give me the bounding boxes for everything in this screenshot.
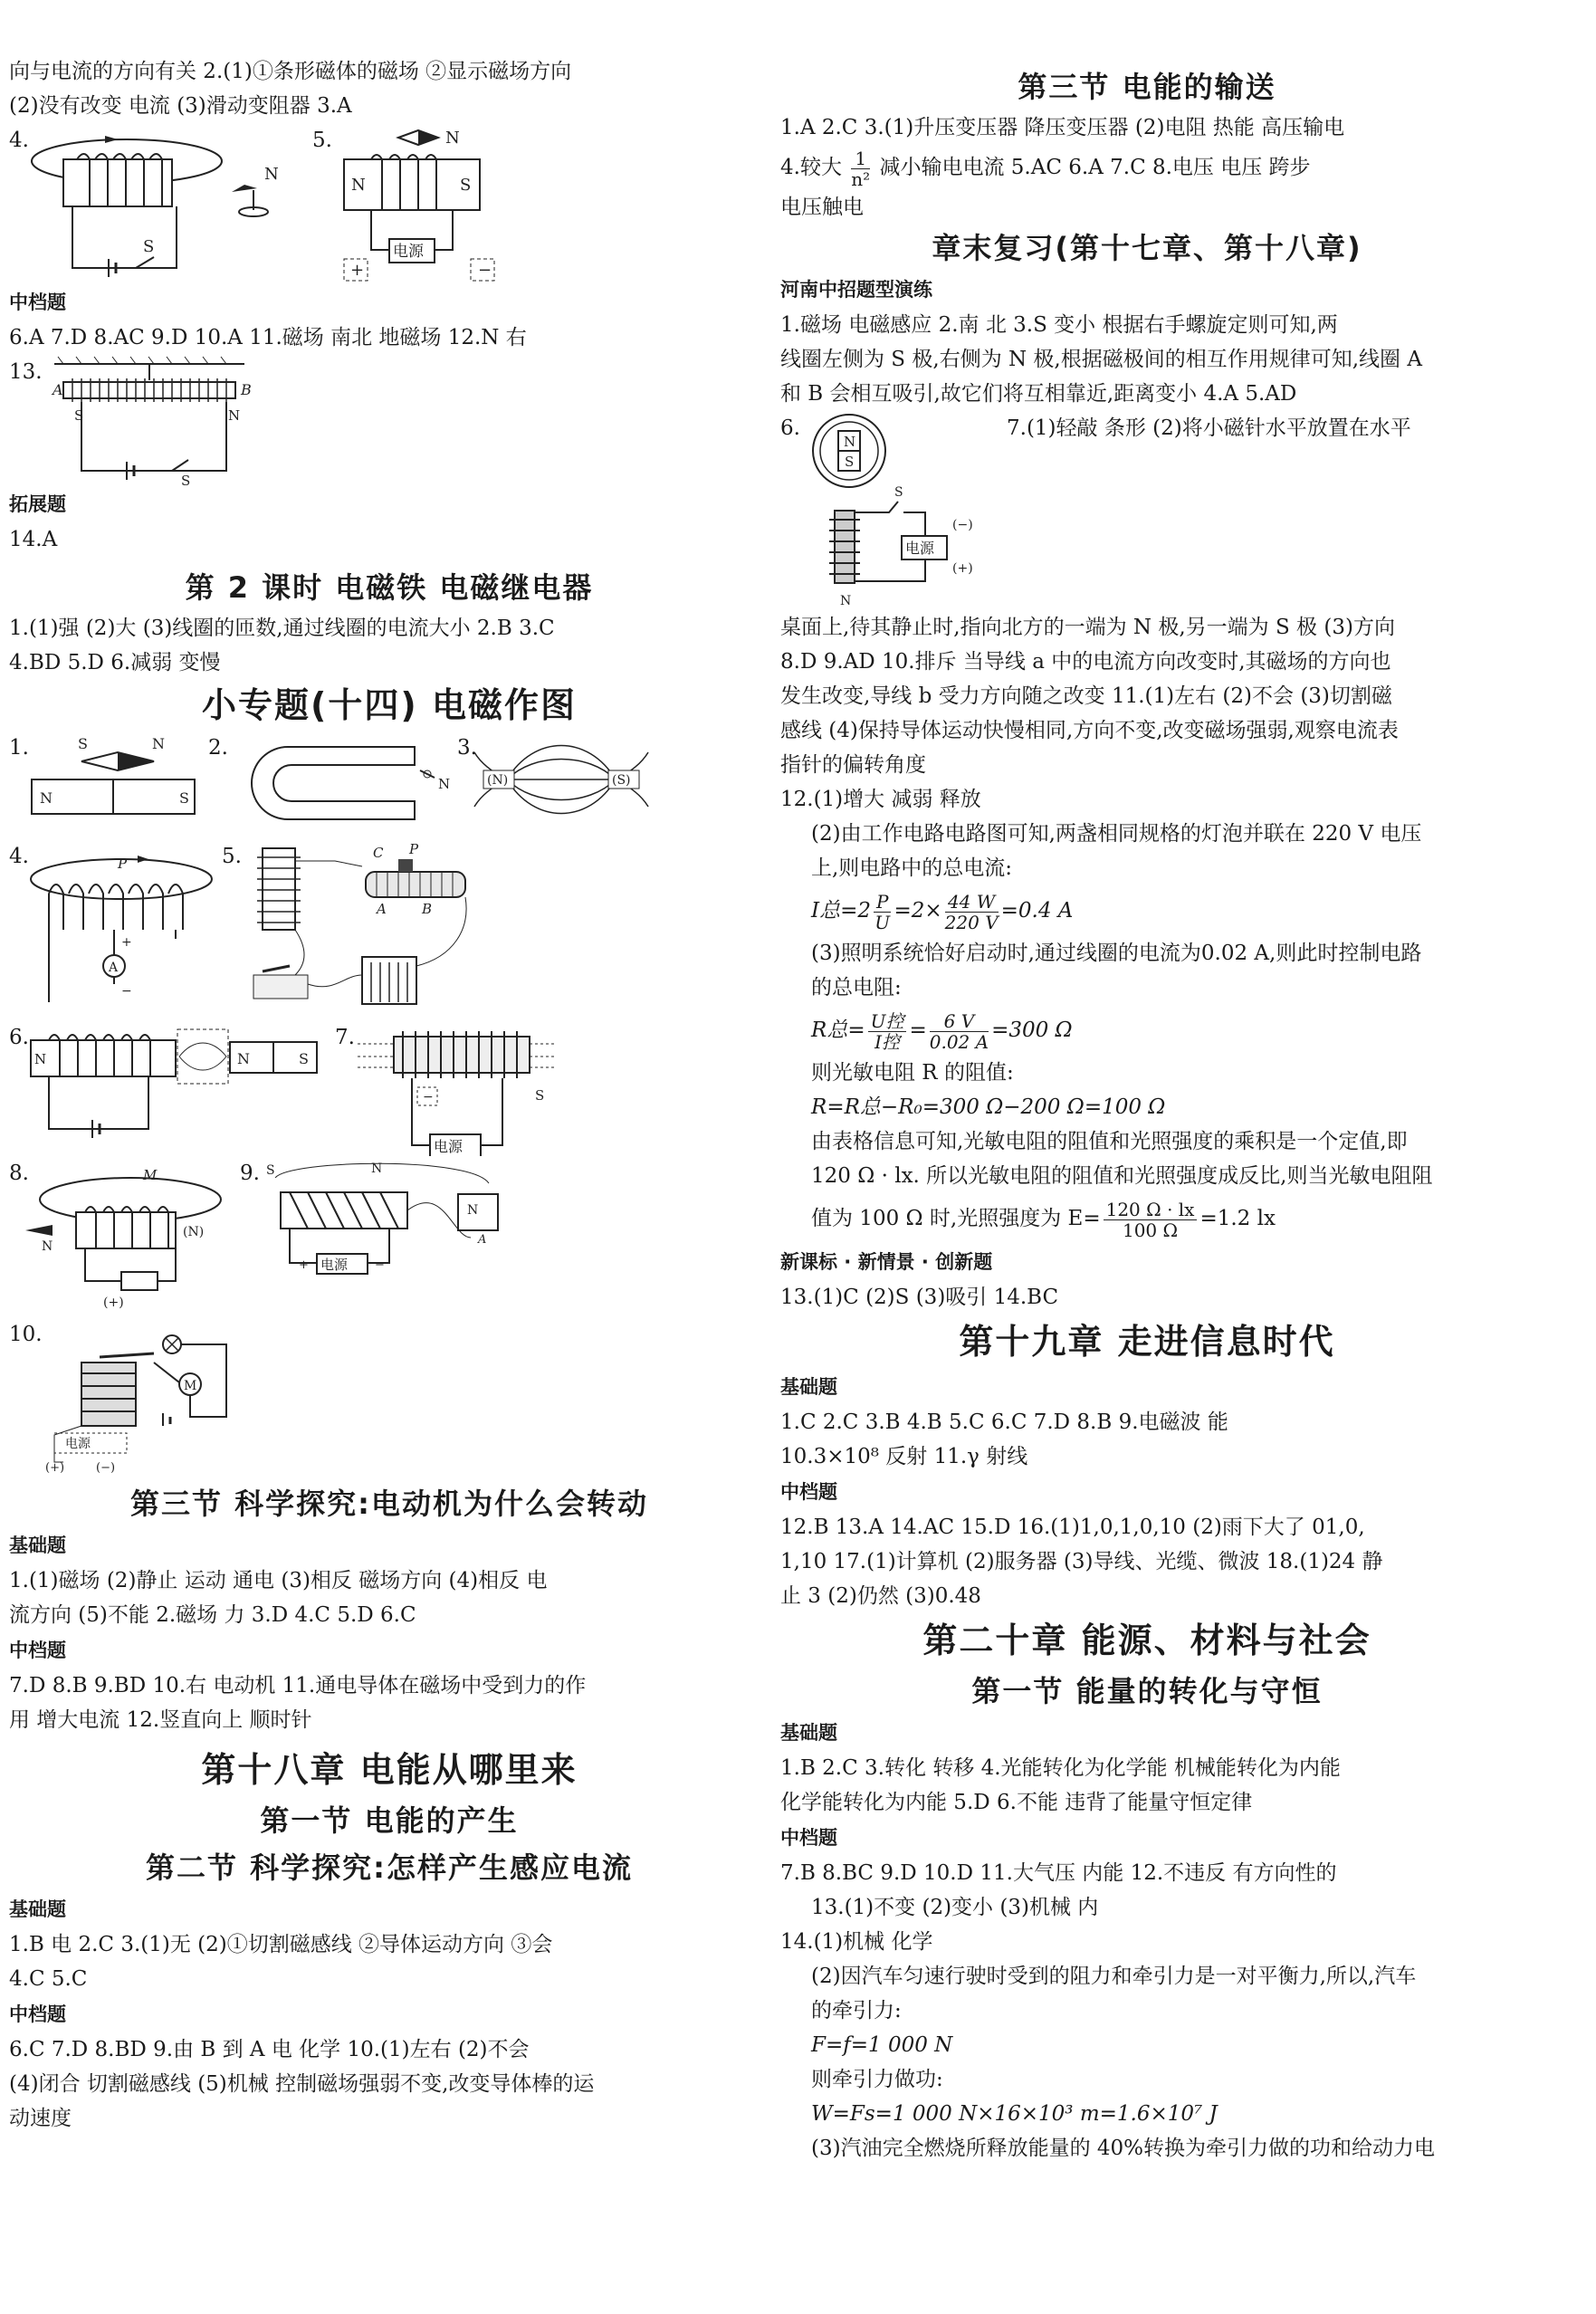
svg-text:−: − <box>121 984 132 999</box>
topic-heading: 小专题(十四) 电磁作图 <box>202 685 577 725</box>
equation <box>780 1193 1514 1244</box>
fraction-numerator: 44 W <box>945 892 999 913</box>
svg-text:+: + <box>299 1258 309 1272</box>
answer-line: 桌面上,待其静止时,指向北方的一端为 N 极,另一端为 S 极 (3)方向 <box>780 616 1395 639</box>
svg-text:(−): (−) <box>96 1461 116 1475</box>
svg-text:S: S <box>78 735 88 752</box>
answer-line: 1.A 2.C 3.(1)升压变压器 降压变压器 (2)电阻 热能 高压输电 <box>780 116 1345 139</box>
chapter-heading: 第十八章 电能从哪里来 <box>201 1750 578 1790</box>
rheostat-battery-diagram <box>244 839 516 1011</box>
figure-number: 1. <box>9 736 29 760</box>
svg-text:N: N <box>467 1203 479 1218</box>
svg-text:A: A <box>53 381 63 398</box>
figure-number: 9. <box>240 1162 260 1185</box>
fraction-numerator: 6 V <box>930 1011 989 1032</box>
compass-solenoid-diagram <box>798 411 980 610</box>
solenoid-compass-diagram <box>27 123 326 284</box>
answer-line: 感线 (4)保持导体运动快慢相同,方向不变,改变磁场强弱,观察电流表 <box>780 719 1399 742</box>
figure-number: 6. <box>9 1026 29 1049</box>
svg-text:S: S <box>894 485 903 500</box>
answer-line: 6.C 7.D 8.BD 9.由 B 到 A 电 化学 10.(1)左右 (2)不会 <box>9 2038 530 2061</box>
svg-text:(N): (N) <box>183 1225 205 1239</box>
fraction-denominator: U <box>874 911 891 933</box>
svg-text:−: − <box>478 261 492 280</box>
equation: W=Fs=1 000 N×16×10³ m=1.6×10⁷ J <box>811 2102 1218 2126</box>
fraction <box>851 148 870 189</box>
svg-text:N: N <box>438 776 451 792</box>
answer-line: 发生改变,导线 b 受力方向随之改变 11.(1)左右 (2)不会 (3)切割磁 <box>780 684 1392 708</box>
answer-line: 1.C 2.C 3.B 4.B 5.C 6.C 7.D 8.B 9.电磁波 能 <box>780 1410 1228 1434</box>
svg-text:N: N <box>351 176 366 195</box>
figure-number: 8. <box>9 1162 29 1185</box>
fraction-numerator: 120 Ω · lx <box>1104 1200 1198 1220</box>
equation-part: =1.2 lx <box>1199 1207 1276 1230</box>
section-label: 中档题 <box>9 2003 66 2025</box>
svg-text:A: A <box>109 961 119 975</box>
answer-line: 动速度 <box>9 2107 72 2130</box>
equation-part: =0.4 A <box>1000 899 1074 923</box>
svg-text:(−): (−) <box>952 518 973 532</box>
svg-text:N: N <box>152 735 165 752</box>
answer-line: 则光敏电阻 R 的阻值: <box>811 1061 1014 1085</box>
section-label: 基础题 <box>9 1535 66 1556</box>
svg-text:电源: 电源 <box>65 1437 91 1451</box>
answer-line: 120 Ω · lx. 所以光敏电阻的阻值和光照强度成反比,则当光敏电阻阻 <box>811 1164 1433 1188</box>
answer-line: 7.(1)轻敲 条形 (2)将小磁针水平放置在水平 <box>1007 416 1411 440</box>
answer-line: 1.磁场 电磁感应 2.南 北 3.S 变小 根据右手螺旋定则可知,两 <box>780 313 1338 337</box>
equation: F=f=1 000 N <box>811 2033 953 2057</box>
equation-part: =2× <box>894 899 942 923</box>
section-label: 中档题 <box>9 292 66 313</box>
answer-line: 止 3 (2)仍然 (3)0.48 <box>780 1584 981 1608</box>
fraction-numerator: U控 <box>868 1011 907 1032</box>
answer-text: 减小输电电流 5.AC 6.A 7.C 8.电压 电压 跨步 <box>879 156 1311 179</box>
svg-text:电源: 电源 <box>393 243 424 261</box>
answer-line: (2)因汽车匀速行驶时受到的阻力和牵引力是一对平衡力,所以,汽车 <box>811 1965 1417 1988</box>
figure-row-8-9 <box>9 1156 769 1317</box>
figure-13 <box>9 355 769 486</box>
svg-text:+: + <box>121 935 132 950</box>
section-heading: 第三节 科学探究:电动机为什么会转动 <box>130 1487 648 1521</box>
figure-row-4b-5b <box>9 839 769 1020</box>
svg-text:N: N <box>844 434 856 450</box>
section-label: 基础题 <box>9 1898 66 1920</box>
answer-line: 14.A <box>9 528 58 551</box>
svg-text:N: N <box>840 594 852 608</box>
fraction-denominator: I控 <box>874 1030 900 1053</box>
svg-text:N: N <box>445 129 460 148</box>
equation <box>780 1005 1514 1056</box>
solenoid-iron-core-diagram <box>358 1020 557 1156</box>
equation-part: =300 Ω <box>991 1018 1073 1042</box>
hanging-solenoid-diagram <box>27 355 263 486</box>
figure-number: 13. <box>9 360 43 384</box>
answer-line: 6.A 7.D 8.AC 9.D 10.A 11.磁场 南北 地磁场 12.N 右 <box>9 326 527 349</box>
answer-line: (4)闭合 切割磁感线 (5)机械 控制磁场强弱不变,改变导体棒的运 <box>9 2072 595 2096</box>
fraction <box>930 1011 989 1052</box>
figure-number: 5. <box>312 129 332 152</box>
svg-text:P: P <box>118 856 128 872</box>
svg-text:S: S <box>143 237 155 256</box>
answer-line: 13.(1)C (2)S (3)吸引 14.BC <box>780 1286 1059 1309</box>
answer-line: 12.B 13.A 14.AC 15.D 16.(1)1,0,1,0,10 (2)雨下大了 01,0, <box>780 1516 1365 1539</box>
field-lines-diagram <box>471 734 652 825</box>
answer-line: 8.D 9.AD 10.排斥 当导线 a 中的电流方向改变时,其磁场的方向也 <box>780 650 1391 674</box>
answer-line: 的总电阻: <box>811 976 902 999</box>
section-label: 基础题 <box>780 1722 837 1744</box>
svg-text:A: A <box>377 901 387 917</box>
answer-line: 7.D 8.B 9.BD 10.右 电动机 11.通电导体在磁场中受到力的作 <box>9 1674 587 1697</box>
svg-text:−: − <box>375 1258 385 1272</box>
answer-line: 13.(1)不变 (2)变小 (3)机械 内 <box>811 1896 1099 1919</box>
svg-text:S: S <box>460 176 472 195</box>
svg-text:电源: 电源 <box>320 1257 349 1273</box>
figure-number: 2. <box>208 736 228 760</box>
section-label: 中档题 <box>780 1481 837 1503</box>
answer-line: 12.(1)增大 减弱 释放 <box>780 788 981 811</box>
answer-line: 线圈左侧为 S 极,右侧为 N 极,根据磁极间的相互作用规律可知,线圈 A <box>780 348 1422 371</box>
svg-text:S: S <box>299 1050 309 1067</box>
answer-line: 流方向 (5)不能 2.磁场 力 3.D 4.C 5.D 6.C <box>9 1603 416 1627</box>
svg-text:(+): (+) <box>952 561 973 576</box>
answer-line: 的牵引力: <box>811 1999 902 2022</box>
solenoid-loop-diagram <box>22 1156 239 1310</box>
fraction <box>874 892 891 932</box>
answer-line: 1.B 电 2.C 3.(1)无 (2)①切割磁感线 ②导体运动方向 ③会 <box>9 1933 553 1956</box>
answer-line: 用 增大电流 12.竖直向上 顺时针 <box>9 1708 312 1732</box>
svg-text:S: S <box>845 454 855 470</box>
answer-line: 则牵引力做功: <box>811 2068 943 2091</box>
answer-line: 1.B 2.C 3.转化 转移 4.光能转化为化学能 机械能转化为内能 <box>780 1756 1341 1780</box>
fraction-numerator: 1 <box>851 148 870 169</box>
svg-text:M: M <box>184 1379 197 1393</box>
section-label: 拓展题 <box>9 493 66 515</box>
answer-line: 1,10 17.(1)计算机 (2)服务器 (3)导线、光缆、微波 18.(1)24 静 <box>780 1550 1383 1573</box>
fraction-denominator: n² <box>851 167 871 190</box>
lesson-heading: 第 2 课时 电磁铁 电磁继电器 <box>185 570 594 605</box>
answer-line: 和 B 会相互吸引,故它们将互相靠近,距离变小 4.A 5.AD <box>780 382 1297 406</box>
chapter-heading: 第十九章 走进信息时代 <box>959 1322 1335 1362</box>
svg-text:P: P <box>409 841 419 857</box>
figure-number: 10. <box>9 1323 43 1346</box>
answer-line: 7.B 8.BC 9.D 10.D 11.大气压 内能 12.不违反 有方向性的 <box>780 1861 1337 1885</box>
svg-text:B: B <box>241 381 252 398</box>
answer-line: 10.3×10⁸ 反射 11.γ 射线 <box>780 1445 1028 1468</box>
answer-line: 电压触电 <box>780 196 864 219</box>
relay-circuit-diagram <box>45 1326 244 1489</box>
svg-text:N: N <box>264 165 279 184</box>
chapter-heading: 第二十章 能源、材料与社会 <box>922 1621 1371 1660</box>
svg-text:(N): (N) <box>487 773 509 788</box>
answer-line: 4.C 5.C <box>9 1967 88 1991</box>
svg-text:M: M <box>143 1167 158 1183</box>
figure-number: 4. <box>9 129 29 152</box>
svg-text:电源: 电源 <box>434 1138 464 1155</box>
figure-10 <box>9 1317 769 1480</box>
svg-text:+: + <box>350 261 365 280</box>
section-label: 河南中招题型演练 <box>780 279 932 301</box>
section-heading: 第一节 能量的转化与守恒 <box>971 1674 1323 1708</box>
section-label: 新课标 · 新情景 · 创新题 <box>780 1251 993 1273</box>
figure-number: 6. <box>780 416 800 440</box>
svg-text:S: S <box>266 1163 275 1178</box>
section-heading: 第三节 电能的输送 <box>1018 70 1276 104</box>
equation-part: R总= <box>811 1018 865 1042</box>
svg-text:S: S <box>535 1087 545 1104</box>
answer-line: 14.(1)机械 化学 <box>780 1930 933 1954</box>
svg-text:N: N <box>40 789 53 807</box>
equation-part: I总=2 <box>811 899 871 923</box>
answer-line: 1.(1)磁场 (2)静止 运动 通电 (3)相反 磁场方向 (4)相反 电 <box>9 1569 548 1592</box>
answer-line: 化学能转化为内能 5.D 6.不能 违背了能量守恒定律 <box>780 1791 1253 1814</box>
fraction-denominator: 220 V <box>944 911 999 933</box>
u-magnet-diagram <box>234 734 451 825</box>
section-label: 基础题 <box>780 1376 837 1398</box>
figure-number: 5. <box>222 845 242 868</box>
answer-line: 由表格信息可知,光敏电阻的阻值和光照强度的乘积是一个定值,即 <box>811 1130 1408 1153</box>
equation: R=R总−R₀=300 Ω−200 Ω=100 Ω <box>811 1095 1166 1119</box>
svg-text:N: N <box>42 1239 53 1254</box>
bar-magnet-needle-diagram <box>27 734 199 825</box>
equation-part: = <box>909 1018 927 1042</box>
review-heading: 章末复习(第十七章、第十八章) <box>932 231 1362 265</box>
section-label: 中档题 <box>780 1827 837 1849</box>
svg-text:(+): (+) <box>103 1296 124 1310</box>
answer-line: (3)汽油完全燃烧所释放能量的 40%转换为牵引力做的功和给动力电 <box>811 2137 1436 2160</box>
figure-number: 3. <box>457 736 477 760</box>
solenoid-magnet-diagram <box>22 1020 330 1147</box>
svg-text:S: S <box>181 473 191 486</box>
svg-text:电源: 电源 <box>905 540 935 557</box>
answer-line: 1.(1)强 (2)大 (3)线圈的匝数,通过线圈的电流大小 2.B 3.C <box>9 617 555 640</box>
svg-text:N: N <box>34 1051 47 1067</box>
fraction <box>868 1011 907 1052</box>
svg-text:N: N <box>371 1162 383 1176</box>
answer-line: 指针的偏转角度 <box>780 753 926 777</box>
fraction <box>1104 1200 1198 1240</box>
equation-part: 值为 100 Ω 时,光照强度为 E= <box>811 1207 1101 1230</box>
svg-text:A: A <box>478 1233 487 1247</box>
figure-number: 7. <box>335 1026 355 1049</box>
answer-line: (3)照明系统恰好启动时,通过线圈的电流为0.02 A,则此时控制电路 <box>811 942 1422 965</box>
answer-line: (2)没有改变 电流 (3)滑动变阻器 3.A <box>9 94 352 118</box>
left-column <box>9 54 769 2136</box>
figure-row-4-5 <box>9 123 769 284</box>
solenoid-ammeter-diagram <box>22 839 221 1011</box>
svg-text:(S): (S) <box>612 773 631 788</box>
svg-text:−: − <box>423 1090 434 1104</box>
section-label: 中档题 <box>9 1640 66 1661</box>
section-heading: 第一节 电能的产生 <box>260 1803 519 1838</box>
answer-line: 4.BD 5.D 6.减弱 变慢 <box>9 651 221 674</box>
answer-line: (2)由工作电路电路图可知,两盏相同规格的灯泡并联在 220 V 电压 <box>811 822 1422 846</box>
fraction <box>945 892 999 932</box>
right-column <box>780 63 1514 2166</box>
figure-number: 4. <box>9 845 29 868</box>
svg-text:S: S <box>179 789 189 807</box>
fraction-denominator: 100 Ω <box>1122 1219 1179 1241</box>
solenoid-power-diagram <box>335 123 516 284</box>
fraction-numerator: P <box>874 892 891 913</box>
section-heading: 第二节 科学探究:怎样产生感应电流 <box>146 1850 633 1885</box>
svg-text:N: N <box>237 1050 250 1067</box>
svg-text:(+): (+) <box>45 1461 65 1475</box>
svg-text:B: B <box>422 901 433 917</box>
svg-text:C: C <box>373 845 384 861</box>
equation <box>780 885 1514 936</box>
answer-line: 上,则电路中的总电流: <box>811 856 1013 880</box>
figure-6-right <box>780 411 1514 610</box>
figure-row-6-7 <box>9 1020 769 1156</box>
fraction-denominator: 0.02 A <box>929 1030 989 1053</box>
answer-line: 向与电流的方向有关 2.(1)①条形磁体的磁场 ②显示磁场方向 <box>9 60 572 83</box>
solenoid-field-line-diagram <box>263 1156 507 1310</box>
answer-line <box>780 145 1514 190</box>
svg-text:S: S <box>74 407 84 424</box>
svg-text:N: N <box>228 407 241 424</box>
figure-row-1-3 <box>9 731 769 839</box>
answer-text: 4.较大 <box>780 156 842 179</box>
